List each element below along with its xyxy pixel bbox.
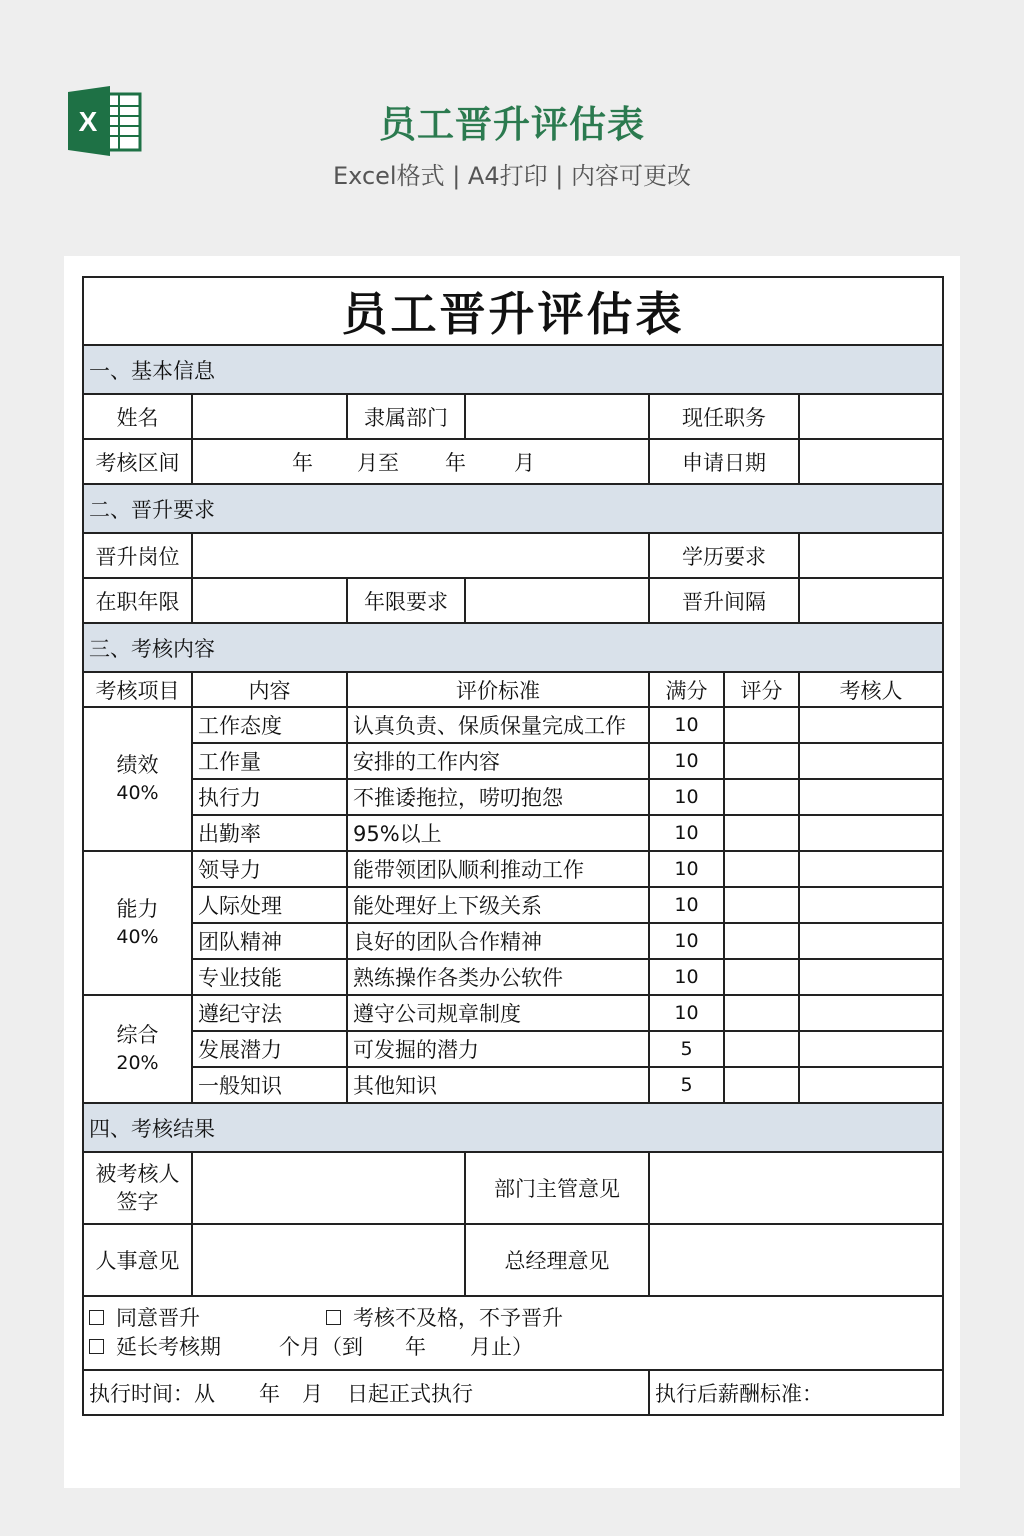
edu-field[interactable] bbox=[799, 533, 943, 578]
salary-cell[interactable] bbox=[649, 1370, 943, 1415]
extend-option-label: 延长考核期 bbox=[116, 1335, 221, 1359]
item-full-score: 10 bbox=[649, 707, 724, 743]
item-assessor-field[interactable] bbox=[799, 995, 943, 1031]
item-standard: 认真负责、保质保量完成工作 bbox=[347, 707, 649, 743]
item-assessor-field[interactable] bbox=[799, 887, 943, 923]
item-standard: 熟练操作各类办公软件 bbox=[347, 959, 649, 995]
dept-field[interactable] bbox=[465, 394, 649, 439]
period-month2: 月 bbox=[514, 450, 535, 475]
table-row bbox=[83, 743, 943, 779]
item-assessor-field[interactable] bbox=[799, 959, 943, 995]
group-name: 绩效 bbox=[116, 753, 159, 777]
item-assessor-field[interactable] bbox=[799, 1067, 943, 1103]
item-score-field[interactable] bbox=[724, 707, 799, 743]
signee-label-line1: 被考核人 bbox=[95, 1162, 180, 1186]
col-header-score: 评分 bbox=[724, 672, 799, 707]
period-label: 考核区间 bbox=[83, 439, 192, 484]
dept-label: 隶属部门 bbox=[347, 394, 465, 439]
item-score-field[interactable] bbox=[724, 1031, 799, 1067]
item-standard: 可发掘的潜力 bbox=[347, 1031, 649, 1067]
item-score-field[interactable] bbox=[724, 995, 799, 1031]
fail-checkbox[interactable] bbox=[326, 1310, 341, 1325]
agree-checkbox[interactable] bbox=[89, 1310, 104, 1325]
current-position-label: 现任职务 bbox=[649, 394, 799, 439]
period-field[interactable] bbox=[192, 439, 649, 484]
section-basic-info-title: 一、基本信息 bbox=[83, 345, 943, 394]
extend-year-label: 年 bbox=[405, 1335, 426, 1359]
col-header-standard: 评价标准 bbox=[347, 672, 649, 707]
table-row bbox=[83, 923, 943, 959]
item-standard: 95%以上 bbox=[347, 815, 649, 851]
item-score-field[interactable] bbox=[724, 743, 799, 779]
signee-label bbox=[83, 1152, 192, 1224]
item-standard: 良好的团队合作精神 bbox=[347, 923, 649, 959]
evaluation-form bbox=[82, 276, 944, 1416]
item-assessor-field[interactable] bbox=[799, 851, 943, 887]
exec-time-year: 年 bbox=[259, 1381, 280, 1406]
item-assessor-field[interactable] bbox=[799, 707, 943, 743]
dept-manager-field[interactable] bbox=[649, 1152, 943, 1224]
item-score-field[interactable] bbox=[724, 779, 799, 815]
col-header-content: 内容 bbox=[192, 672, 347, 707]
item-full-score: 10 bbox=[649, 887, 724, 923]
item-content: 工作态度 bbox=[192, 707, 347, 743]
extend-checkbox[interactable] bbox=[89, 1339, 104, 1354]
table-row bbox=[83, 887, 943, 923]
current-position-field[interactable] bbox=[799, 394, 943, 439]
item-full-score: 10 bbox=[649, 995, 724, 1031]
group-cell-ability bbox=[83, 851, 192, 995]
page-subtitle: Excel格式 | A4打印 | 内容可更改 bbox=[333, 162, 691, 190]
item-full-score: 10 bbox=[649, 851, 724, 887]
post-label: 晋升岗位 bbox=[83, 533, 192, 578]
signee-label-line2: 签字 bbox=[116, 1190, 159, 1214]
item-assessor-field[interactable] bbox=[799, 779, 943, 815]
table-row bbox=[83, 1031, 943, 1067]
item-full-score: 10 bbox=[649, 779, 724, 815]
dept-manager-label: 部门主管意见 bbox=[465, 1152, 649, 1224]
table-row bbox=[83, 707, 943, 743]
edu-label: 学历要求 bbox=[649, 533, 799, 578]
group-name: 能力 bbox=[116, 897, 159, 921]
period-year2: 年 bbox=[445, 450, 466, 475]
item-assessor-field[interactable] bbox=[799, 923, 943, 959]
salary-label: 执行后薪酬标准： bbox=[655, 1381, 823, 1406]
group-cell-comprehensive bbox=[83, 995, 192, 1103]
period-year1: 年 bbox=[292, 450, 313, 475]
section-result-title: 四、考核结果 bbox=[83, 1103, 943, 1152]
col-header-assessor: 考核人 bbox=[799, 672, 943, 707]
item-score-field[interactable] bbox=[724, 887, 799, 923]
table-row bbox=[83, 779, 943, 815]
tenure-label: 在职年限 bbox=[83, 578, 192, 623]
item-content: 一般知识 bbox=[192, 1067, 347, 1103]
item-standard: 遵守公司规章制度 bbox=[347, 995, 649, 1031]
extend-month-end-label: 月止） bbox=[470, 1335, 533, 1359]
table-row bbox=[83, 995, 943, 1031]
item-assessor-field[interactable] bbox=[799, 1031, 943, 1067]
years-req-field[interactable] bbox=[465, 578, 649, 623]
interval-field[interactable] bbox=[799, 578, 943, 623]
item-full-score: 10 bbox=[649, 815, 724, 851]
name-field[interactable] bbox=[192, 394, 347, 439]
col-header-item: 考核项目 bbox=[83, 672, 192, 707]
item-full-score: 5 bbox=[649, 1067, 724, 1103]
item-assessor-field[interactable] bbox=[799, 743, 943, 779]
item-full-score: 10 bbox=[649, 743, 724, 779]
item-score-field[interactable] bbox=[724, 1067, 799, 1103]
group-weight: 40% bbox=[116, 782, 159, 804]
item-standard: 能带领团队顺利推动工作 bbox=[347, 851, 649, 887]
table-row bbox=[83, 1067, 943, 1103]
item-full-score: 5 bbox=[649, 1031, 724, 1067]
exec-time-cell[interactable] bbox=[83, 1370, 649, 1415]
group-name: 综合 bbox=[116, 1023, 159, 1047]
item-content: 领导力 bbox=[192, 851, 347, 887]
period-month-to: 月至 bbox=[357, 450, 399, 475]
item-full-score: 10 bbox=[649, 923, 724, 959]
item-content: 执行力 bbox=[192, 779, 347, 815]
years-req-label: 年限要求 bbox=[347, 578, 465, 623]
table-row bbox=[83, 815, 943, 851]
item-score-field[interactable] bbox=[724, 923, 799, 959]
apply-date-label: 申请日期 bbox=[649, 439, 799, 484]
section-assessment-title: 三、考核内容 bbox=[83, 623, 943, 672]
item-content: 人际处理 bbox=[192, 887, 347, 923]
gm-opinion-label: 总经理意见 bbox=[465, 1224, 649, 1296]
apply-date-field[interactable] bbox=[799, 439, 943, 484]
item-standard: 不推诿拖拉，唠叨抱怨 bbox=[347, 779, 649, 815]
fail-option-label: 考核不及格，不予晋升 bbox=[353, 1306, 563, 1330]
item-standard: 其他知识 bbox=[347, 1067, 649, 1103]
item-content: 工作量 bbox=[192, 743, 347, 779]
hr-opinion-label: 人事意见 bbox=[83, 1224, 192, 1296]
item-content: 专业技能 bbox=[192, 959, 347, 995]
page-title: 员工晋升评估表 bbox=[379, 103, 645, 146]
exec-time-month: 月 bbox=[302, 1381, 323, 1406]
agree-option-label: 同意晋升 bbox=[116, 1306, 200, 1330]
exec-time-suffix: 日起正式执行 bbox=[347, 1381, 473, 1406]
table-row bbox=[83, 851, 943, 887]
name-label: 姓名 bbox=[83, 394, 192, 439]
group-cell-performance bbox=[83, 707, 192, 851]
tenure-field[interactable] bbox=[192, 578, 347, 623]
item-content: 发展潜力 bbox=[192, 1031, 347, 1067]
group-weight: 40% bbox=[116, 926, 159, 948]
post-field[interactable] bbox=[192, 533, 649, 578]
interval-label: 晋升间隔 bbox=[649, 578, 799, 623]
signee-field[interactable] bbox=[192, 1152, 465, 1224]
item-content: 团队精神 bbox=[192, 923, 347, 959]
extend-months-label: 个月（到 bbox=[279, 1335, 363, 1359]
decision-options bbox=[83, 1296, 943, 1370]
col-header-full-score: 满分 bbox=[649, 672, 724, 707]
excel-logo-letter: X bbox=[78, 106, 98, 137]
item-score-field[interactable] bbox=[724, 959, 799, 995]
item-standard: 能处理好上下级关系 bbox=[347, 887, 649, 923]
form-title: 员工晋升评估表 bbox=[83, 277, 943, 345]
item-full-score: 10 bbox=[649, 959, 724, 995]
item-score-field[interactable] bbox=[724, 851, 799, 887]
hr-opinion-field[interactable] bbox=[192, 1224, 465, 1296]
gm-opinion-field[interactable] bbox=[649, 1224, 943, 1296]
group-weight: 20% bbox=[116, 1052, 159, 1074]
item-assessor-field[interactable] bbox=[799, 815, 943, 851]
item-content: 出勤率 bbox=[192, 815, 347, 851]
table-row bbox=[83, 959, 943, 995]
section-promotion-req-title: 二、晋升要求 bbox=[83, 484, 943, 533]
item-content: 遵纪守法 bbox=[192, 995, 347, 1031]
item-standard: 安排的工作内容 bbox=[347, 743, 649, 779]
item-score-field[interactable] bbox=[724, 815, 799, 851]
exec-time-prefix: 执行时间：从 bbox=[89, 1381, 215, 1406]
